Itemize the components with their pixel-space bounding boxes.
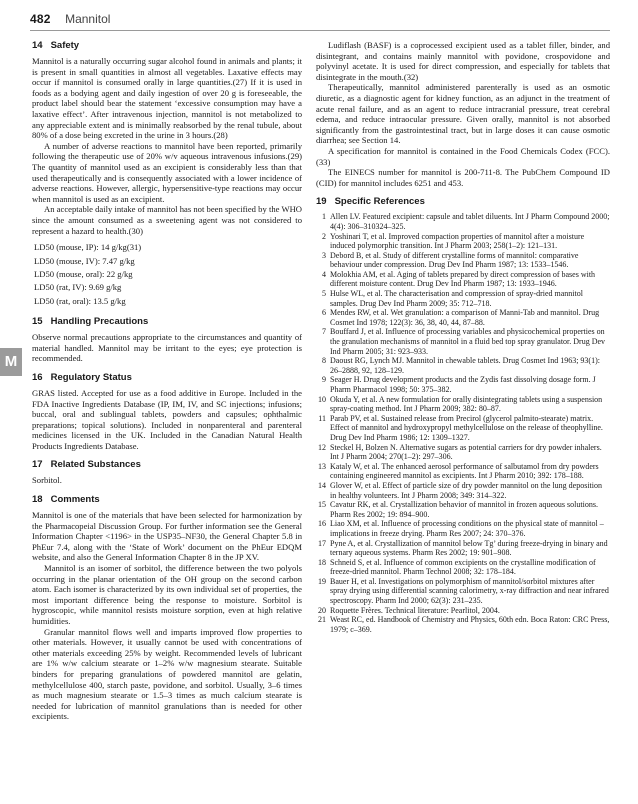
reference-item (316, 615, 610, 634)
reference-text: Steckel H, Bolzen N. Alternative sugars as potential carriers for dry powder inhalers. Int J Pharm 2004; 270(1–2): 297–306. (330, 442, 602, 462)
handling-text: Observe normal precautions appropriate to the circumstances and quantity of material handled. Mannitol may be irritant to the eyes; eye protection is recommended. (32, 332, 302, 364)
comments-paragraph: Mannitol is an isomer of sorbitol, the difference between the two polyols occurring in the planar orientation of the OH group on the second carbon atom. Each isomer is characterized by its own individual set of properties, the most important difference being the response to moisture. Sorbitol is hygroscopic, while mannitol resists moisture sorption, even at high relative humidities. (32, 563, 302, 626)
running-title: Mannitol (65, 12, 111, 26)
reference-number: 7 (322, 327, 326, 337)
safety-paragraph: A number of adverse reactions to mannitol have been reported, primarily following the therapeutic use of 20% w/v aqueous intravenous infusions.(29) The quantity of mannitol used as an excipient is considerably less than that used therapeutically and is consequently associated with a lower incidence of adverse reactions. However, allergic, hypersensitive-type reactions may occur when mannitol is used as an excipient. (32, 140, 302, 204)
reference-number: 6 (322, 308, 326, 318)
section-heading-regulatory: 16 Regulatory Status (32, 371, 132, 383)
reference-number: 5 (322, 289, 326, 299)
reference-item (316, 558, 610, 577)
regulatory-text: GRAS listed. Accepted for use as a food additive in Europe. Included in the FDA Inactive Ingredients Database (IP, IM, IV, and SC injections; infusions; buccal, oral and sublingual tablets, powders and capsules; ophthalmic preparations; topical solutions). Included in nonparenteral and parenteral medicines licensed in the UK. Included in the Canadian Natural Health Products Ingredients Database. (32, 387, 302, 451)
reference-text: Molokhia AM, et al. Aging of tablets prepared by direct compression of bases with different moisture content. Drug Dev Ind Pharm 1987; 13: 1933–1946. (330, 269, 596, 289)
reference-text: Yoshinari T, et al. Improved compaction properties of mannitol after a moisture induced polymorphic transition. Int J Pharm 2003; 258(1–2): 121–131. (330, 231, 585, 251)
related-text: Sorbitol. (32, 475, 62, 486)
reference-item (316, 481, 610, 500)
comments-paragraph: The EINECS number for mannitol is 200-711-8. The PubChem Compound ID (CID) for mannitol includes 6251 and 453. (316, 167, 610, 188)
reference-text: Kataly W, et al. The enhanced aerosol performance of salbutamol from dry powders containing engineered mannitol as excipients. Int J Pharm 2010; 392: 178–188. (330, 461, 599, 481)
reference-text: Bauer H, et al. Investigations on polymorphism of mannitol/sorbitol mixtures after spray drying using differential scanning calorimetry, x-ray diffraction and near infrared spectroscopy. Pharm Ind 2000; 62(3): 231–235. (330, 576, 609, 606)
reference-text: Roquette Frères. Technical literature: Pearlitol, 2004. (330, 605, 500, 615)
reference-item (316, 462, 610, 481)
reference-text: Bouffard J, et al. Influence of processing variables and physicochemical properties on the granulation mechanisms of mannitol in a fluid bed top spray granulator. Drug Dev Ind Pharm 2005; 31: 923–933. (330, 327, 606, 356)
reference-item (316, 356, 610, 375)
reference-text: Pyne A, et al. Crystallization of mannitol below Tg’ during freeze-drying in binary and ternary aqueous systems. Pharm Res 2002; 19: 901–908. (330, 538, 608, 558)
section-heading-safety: 14 Safety (32, 40, 80, 51)
reference-item (316, 375, 610, 394)
reference-number: 16 (318, 519, 326, 529)
ld50-list (32, 241, 302, 308)
reference-item (316, 327, 610, 356)
ld50-item: LD50 (mouse, IV): 7.47 g/kg (34, 255, 135, 266)
comments-paragraph: A specification for mannitol is contained in the Food Chemicals Codex (FCC).(33) (316, 145, 610, 167)
reference-number: 1 (322, 212, 326, 222)
reference-number: 17 (318, 538, 326, 548)
reference-item (316, 519, 610, 538)
reference-number: 21 (318, 615, 326, 625)
reference-item (316, 577, 610, 606)
left-column (32, 40, 302, 722)
ld50-item: LD50 (mouse, oral): 22 g/kg (34, 268, 133, 279)
safety-paragraph: Mannitol is a naturally occurring sugar alcohol found in animals and plants; it is present in small quantities in almost all vegetables. Laxative effects may occur if mannitol is consumed orally in large quantities.(27) If it is used in foods as a bodying agent and daily ingestion of over 20 g is foreseeable, the product label should bear the statement ‘excessive consumption may have a laxative effect’. After intravenous injection, mannitol is not metabolized to any appreciable extent and is minimally reabsorbed by the renal tubule, about 80% of a dose being excreted in the urine in 3 hours.(28) (32, 56, 302, 141)
reference-item (316, 539, 610, 558)
reference-text: Hulse WL, et al. The characterisation and compression of spray-dried mannitol samples. Drug Dev Ind Pharm 2009; 35: 712–718. (330, 289, 583, 308)
reference-number: 8 (322, 356, 326, 366)
reference-number: 3 (322, 250, 326, 260)
reference-item (316, 232, 610, 251)
comments-paragraph: Ludiflash (BASF) is a coprocessed excipient used as a tablet filler, binder, and disintegrant, and contains mainly mannitol with povidone, crospovidone and polyvinyl acetate. It is used for direct compression, and especially for tablets that disintegrate in the mouth.(32) (316, 40, 610, 82)
reference-text: Weast RC, ed. Handbook of Chemistry and Physics, 60th edn. Boca Raton: CRC Press, 1979; c–369. (330, 615, 610, 634)
reference-number: 20 (318, 605, 326, 615)
section-heading-related: 17 Related Substances (32, 459, 141, 471)
reference-item (316, 212, 610, 231)
reference-text: Glover W, et al. Effect of particle size of dry powder mannitol on the lung deposition in healthy volunteers. Int J Pharm 2008; 349: 314–322. (330, 480, 603, 500)
reference-text: Allen LV. Featured excipient: capsule and tablet diluents. Int J Pharm Compound 2000; 4(4): 306–310324–325. (330, 212, 610, 231)
reference-item (316, 308, 610, 327)
reference-item (316, 443, 610, 462)
reference-text: Cavatur RK, et al. Crystallization behavior of mannitol in frozen aqueous solutions. Pharm Res 2002; 19: 894–900. (330, 500, 598, 519)
reference-text: Daoust RG, Lynch MJ. Mannitol in chewable tablets. Drug Cosmet Ind 1963; 93(1): 26–2888, 92, 128–129. (330, 356, 600, 375)
reference-number: 14 (318, 480, 326, 490)
reference-text: Liao XM, et al. Influence of processing conditions on the physical state of mannitol – implications in freeze drying. Pharm Res 2007; 24: 370–376. (330, 519, 604, 538)
reference-text: Schneid S, et al. Influence of common excipients on the crystalline modification of freeze-dried mannitol. Pharm Technol 2008; 32: 178–184. (330, 557, 596, 577)
reference-item (316, 251, 610, 270)
reference-item (316, 395, 610, 414)
reference-number: 11 (318, 413, 326, 423)
reference-text: Seager H. Drug development products and the Zydis fast dissolving dosage form. J Pharm Pharmacol 1998; 50: 375–382. (330, 375, 596, 394)
reference-item (316, 270, 610, 289)
reference-number: 2 (322, 231, 326, 241)
right-column (316, 40, 610, 634)
reference-text: Debord B, et al. Study of different crystalline forms of mannitol: comparative behaviour under compression. Drug Dev Ind Pharm 1987; 13: 1533–1546. (330, 250, 579, 270)
reference-number: 19 (318, 576, 326, 586)
reference-text: Mendes RW, et al. Wet granulation: a comparison of Manni-Tab and mannitol. Drug Cosmet Ind 1978; 122(3): 36, 38, 40, 44, 87–88. (330, 308, 600, 327)
ld50-item: LD50 (mouse, IP): 14 g/kg(31) (34, 242, 142, 253)
ld50-item: LD50 (rat, oral): 13.5 g/kg (34, 295, 126, 306)
reference-number: 10 (318, 394, 326, 404)
ld50-item: LD50 (rat, IV): 9.69 g/kg (34, 282, 122, 293)
comments-paragraph: Therapeutically, mannitol administered parenterally is used as an osmotic diuretic, as a diagnostic agent for kidney function, as an adjunct in the treatment of acute renal failure, and as an agent to reduce intracranial pressure, treat cerebral edema, and reduce intraocular pressure. Given orally, mannitol is not absorbed significantly from the gastrointestinal tract, but in large doses it can cause osmotic diarrhea; see Section 14. (316, 82, 610, 146)
reference-number: 15 (318, 500, 326, 510)
comments-paragraph: Granular mannitol flows well and imparts improved flow properties to other materials. However, it usually cannot be used with concentrations of other materials exceeding 25% by weight. Recommended levels of lubricant are 1% w/w calcium stearate or 1–2% w/w magnesium stearate. Suitable binders for preparing granulations of powdered mannitol are gelatin, methylcellulose 400, starch paste, povidone, and sorbitol. Usually, 3–6 times as much magnesium stearate or 1.5–3 times as much calcium stearate is needed for lubrication of mannitol granulations than is needed for other excipients. (32, 626, 302, 722)
section-heading-handling: 15 Handling Precautions (32, 316, 149, 328)
page-number: 482 (30, 12, 51, 26)
reference-item (316, 414, 610, 443)
comments-paragraph: Mannitol is one of the materials that have been selected for harmonization by the Pharmacopeial Discussion Group. For further information see the General Information Chapter <1196> in the USP35–NF30, the General Chapter 5.8 in PhEur 7.4, along with the ‘State of Work’ document on the PhEur EDQM website, and also the General Information Chapter 8 in the JP XV. (32, 510, 302, 563)
section-heading-comments: 18 Comments (32, 494, 100, 506)
reference-number: 12 (318, 442, 326, 452)
reference-number: 4 (322, 269, 326, 279)
safety-paragraph: An acceptable daily intake of mannitol has not been specified by the WHO since the amount consumed as a sweetening agent was not considered to represent a hazard to health.(30) (32, 204, 302, 236)
reference-number: 9 (322, 375, 326, 385)
section-tab: M (0, 348, 22, 376)
reference-item (316, 606, 610, 616)
header-rule (30, 30, 610, 31)
reference-item (316, 289, 610, 308)
reference-item (316, 500, 610, 519)
reference-number: 13 (318, 461, 326, 471)
running-header (30, 10, 610, 30)
section-heading-references: 19 Specific References (316, 196, 425, 208)
reference-number: 18 (318, 557, 326, 567)
reference-list (316, 212, 610, 634)
reference-text: Okuda Y, et al. A new formulation for orally disintegrating tablets using a suspension spray-coating method. Int J Pharm 2009; 382: 80–87. (330, 394, 603, 414)
reference-text: Parab PV, et al. Sustained release from Precirol (glycerol palmito-stearate) matrix. Effect of mannitol and hydroxypropyl methylcellulose on the release of theophylline. Drug Dev Ind Pharm 1986; 12: 1309–1327. (330, 413, 603, 442)
